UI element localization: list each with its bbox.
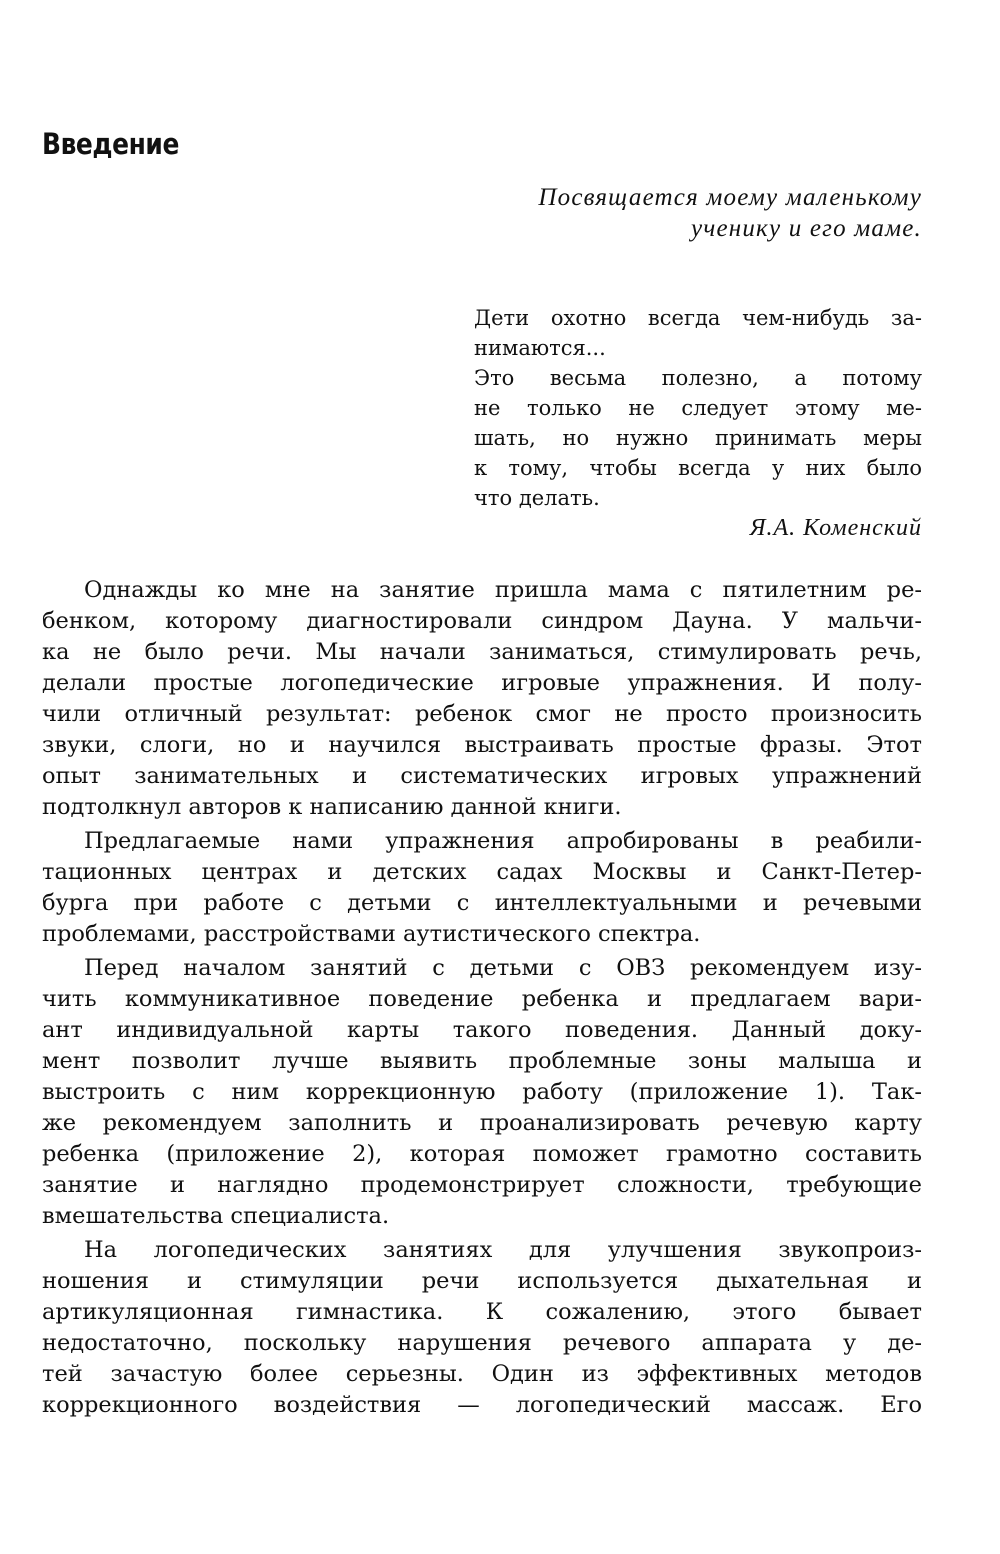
paragraph — [42, 826, 922, 950]
paragraph-line: делали простые логопедические игровые упражнения. И полу- — [42, 670, 922, 696]
paragraph-line: бенком, которому диагностировали синдром Дауна. У мальчи- — [42, 608, 922, 634]
paragraph — [42, 575, 922, 823]
paragraph-line: вмешательства специалиста. — [42, 1203, 390, 1229]
dedication-line: Посвящается моему маленькому — [538, 184, 922, 211]
chapter-heading: Введение — [42, 127, 179, 161]
paragraph-line: мент позволит лучше выявить проблемные зоны малыша и — [42, 1048, 922, 1074]
paragraph-line: звуки, слоги, но и научился выстраивать простые фразы. Этот — [42, 732, 922, 758]
epigraph-line: шать, но нужно принимать меры — [474, 426, 922, 450]
paragraph-line: ка не было речи. Мы начали заниматься, стимулировать речь, — [42, 639, 922, 665]
paragraph-line: тей зачастую более серьезны. Один из эффективных методов — [42, 1361, 922, 1387]
epigraph-line: к тому, чтобы всегда у них было — [474, 456, 922, 480]
paragraph-line: На логопедических занятиях для улучшения звукопроиз- — [84, 1237, 922, 1263]
epigraph — [474, 303, 922, 543]
paragraph-line: опыт занимательных и систематических игровых упражнений — [42, 763, 922, 789]
body-text — [42, 575, 922, 1424]
paragraph-line: артикуляционная гимнастика. К сожалению, этого бывает — [42, 1299, 922, 1325]
epigraph-line: что делать. — [474, 486, 600, 510]
paragraph-line: ребенка (приложение 2), которая поможет грамотно составить — [42, 1141, 922, 1167]
paragraph-line: чили отличный результат: ребенок смог не просто произносить — [42, 701, 922, 727]
paragraph-line: ант индивидуальной карты такого поведения. Данный доку- — [42, 1017, 922, 1043]
paragraph — [42, 953, 922, 1232]
paragraph-line: выстроить с ним коррекционную работу (приложение 1). Так- — [42, 1079, 922, 1105]
epigraph-line: не только не следует этому ме- — [474, 396, 922, 420]
paragraph-line: подтолкнул авторов к написанию данной книги. — [42, 794, 622, 820]
paragraph-line: же рекомендуем заполнить и проанализировать речевую карту — [42, 1110, 922, 1136]
paragraph-line: Предлагаемые нами упражнения апробированы в реабили- — [84, 828, 922, 854]
epigraph-line: нимаются... — [474, 336, 606, 360]
dedication — [422, 182, 922, 244]
paragraph-line: Перед началом занятий с детьми с ОВЗ рекомендуем изу- — [84, 955, 922, 981]
paragraph-line: бурга при работе с детьми с интеллектуальными и речевыми — [42, 890, 922, 916]
paragraph-line: ношения и стимуляции речи используется дыхательная и — [42, 1268, 922, 1294]
paragraph-line: Однажды ко мне на занятие пришла мама с пятилетним ре- — [84, 577, 922, 603]
paragraph-line: проблемами, расстройствами аутистического спектра. — [42, 921, 701, 947]
paragraph-line: тационных центрах и детских садах Москвы и Санкт-Петер- — [42, 859, 922, 885]
dedication-line: ученику и его маме. — [691, 215, 922, 242]
paragraph-line: недостаточно, поскольку нарушения речевого аппарата у де- — [42, 1330, 922, 1356]
epigraph-line: Дети охотно всегда чем-нибудь за- — [474, 306, 922, 330]
epigraph-line: Это весьма полезно, а потому — [474, 366, 922, 390]
paragraph-line: коррекционного воздействия — логопедический массаж. Его — [42, 1392, 922, 1418]
paragraph-line: занятие и наглядно продемонстрирует сложности, требующие — [42, 1172, 922, 1198]
paragraph — [42, 1235, 922, 1421]
paragraph-line: чить коммуникативное поведение ребенка и предлагаем вари- — [42, 986, 922, 1012]
epigraph-author: Я.А. Коменский — [749, 515, 922, 541]
